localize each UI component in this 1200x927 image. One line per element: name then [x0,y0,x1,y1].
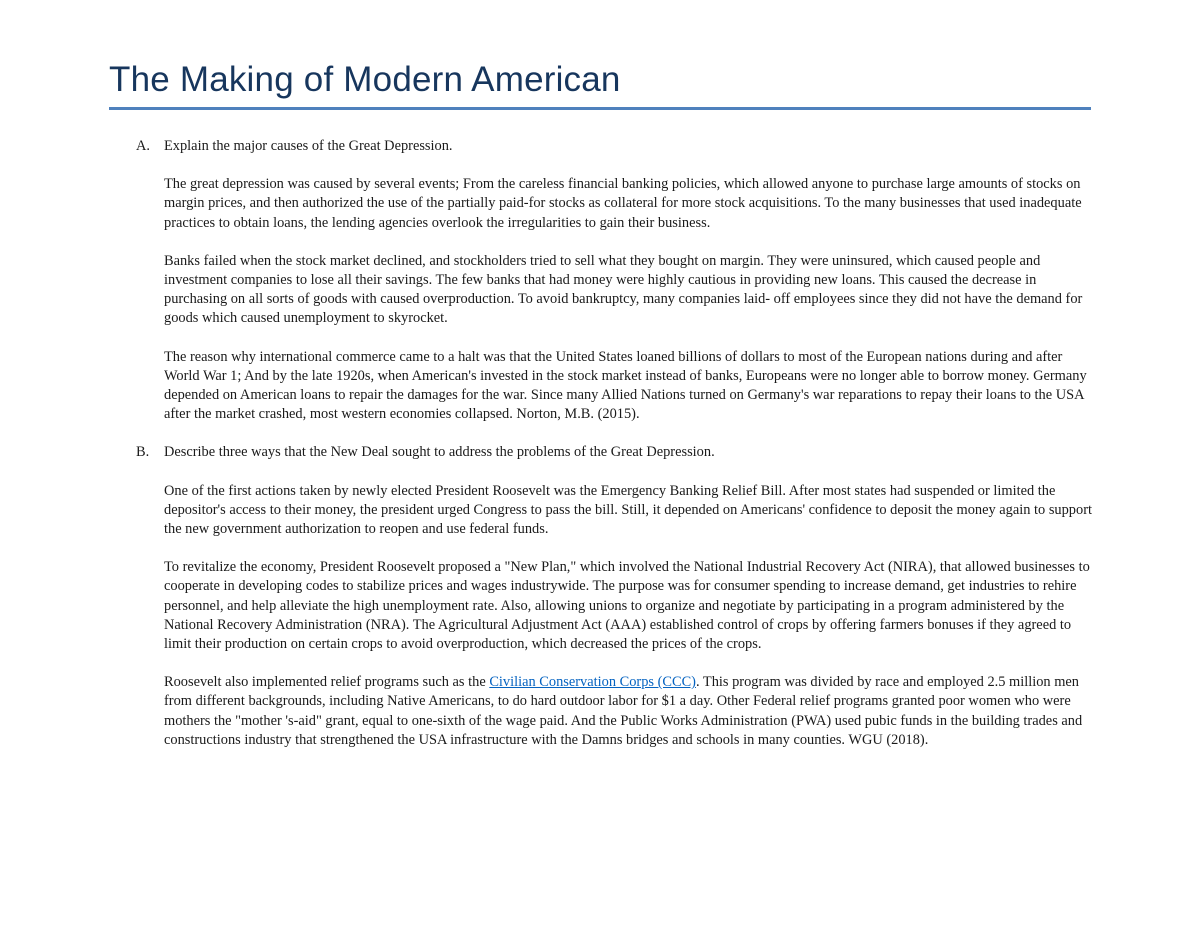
title-underline-rule [109,107,1091,110]
section-marker: B. [136,444,150,461]
answer-paragraph-with-link [164,673,1096,750]
section-question: Describe three ways that the New Deal sought to address the problems of the Great Depression. [164,444,715,461]
paragraph-text: Roosevelt also implemented relief programs such as the [164,674,490,691]
answer-paragraph: To revitalize the economy, President Roosevelt proposed a "New Plan," which involved the National Industrial Recovery Act (NIRA), that allowed businesses to cooperate in developing codes to stabilize prices and wages industrywide. The purpose was for consumer spending to increase demand, get industries to rehire personnel, and help alleviate the high unemployment rate. Also, allowing unions to organize and negotiate by participating in a program administered by the National Recovery Administration (NRA). The Agricultural Adjustment Act (AAA) established control of crops by offering farmers bonuses if they agreed to limit their production on certain crops to avoid overproduction, which decreased the prices of the crops. [164,559,1090,653]
answer-paragraph: Banks failed when the stock market declined, and stockholders tried to sell what they bought on margin. They were uninsured, which caused people and investment companies to lose all their savings. The few banks that had money were highly cautious in providing new loans. This caused the decrease in purchasing on all sorts of goods with caused overproduction. To avoid bankruptcy, many companies laid- off employees since they did not have the demand for goods which caused unemployment to skyrocket. [164,252,1083,327]
section-marker: A. [136,138,150,154]
answer-paragraph: The great depression was caused by several events; From the careless financial banking policies, which allowed anyone to purchase large amounts of stocks on margin prices, and then authorized the use of the partially paid-for stocks as collateral for more stock acquisitions. To the many businesses that used inadequate practices to obtain loans, the lending agencies overlook the irregularities to gain their business. [164,176,1082,231]
section-b [136,443,1096,750]
ccc-link[interactable]: Civilian Conservation Corps (CCC) [489,674,696,691]
paragraph-text: . This program was divided by race and employed 2.5 million men from different backgrounds, including Native Americans, to do hard outdoor labor for $1 a day. Other Federal relief programs granted poor women who were mothers the "mother 's-aid" grant, equal to one-sixth of the wage paid. And the Public Works Administration (PWA) used pubic funds in the building trades and constructions industry that strengthened the USA infrastructure with the Damns bridges and schools in many counties. WGU (2018). [164,674,1083,748]
section-question: Explain the major causes of the Great Depression. [164,138,453,154]
document-body [136,137,1096,769]
answer-paragraph: The reason why international commerce came to a halt was that the United States loaned billions of dollars to most of the European nations during and after World War 1; And by the late 1920s, when American's invested in the stock market instead of banks, Europeans were no longer able to borrow money. Germany depended on American loans to repair the damages for the war. Since many Allied Nations turned on Germany's war reparations to repay their loans to the USA after the market crashed, most western economies collapsed. Norton, M.B. (2015). [164,348,1087,423]
answer-paragraph: One of the first actions taken by newly elected President Roosevelt was the Emergency Banking Relief Bill. After most states had suspended or limited the depositor's access to their money, the president urged Congress to pass the bill. Still, it depended on Americans' confidence to deposit the money again to support the new government authorization to reopen and use federal funds. [164,482,1092,538]
section-a [136,137,1096,424]
document-title: The Making of Modern American [109,60,621,99]
